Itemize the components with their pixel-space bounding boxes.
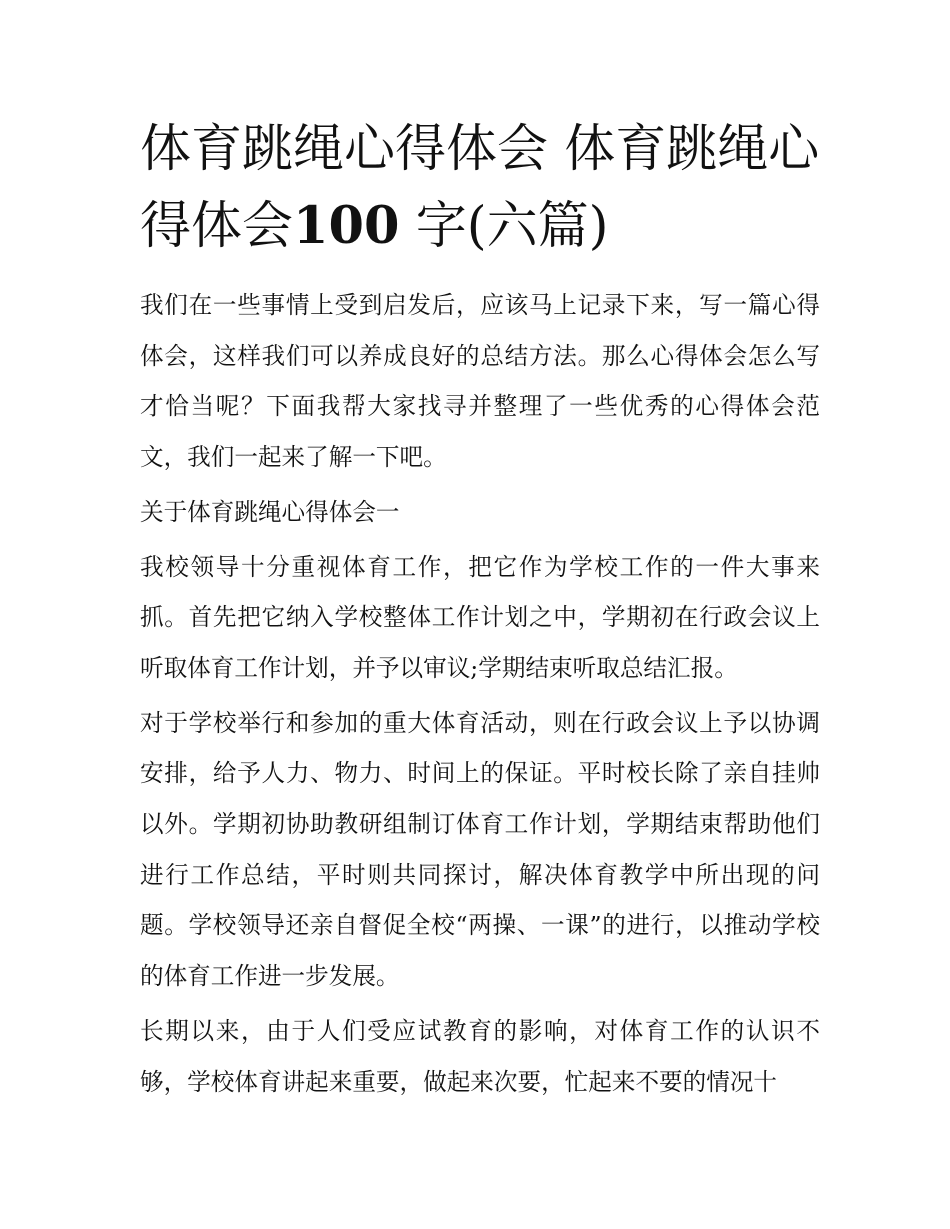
body-paragraph: 对于学校举行和参加的重大体育活动，则在行政会议上予以协调安排，给予人力、物力、时间上的保证。平时校长除了亲自挂帅以外。学期初协助教研组制订体育工作计划，学期结束帮助他们进行工作总结，平时则共同探讨，解决体育教学中所出现的问题。学校领导还亲自督促全校“两操、一课”的进行，以推动学校的体育工作进一步发展。 — [140, 708, 820, 991]
section-heading: 关于体育跳绳心得体会一 — [140, 497, 400, 526]
intro-paragraph: 我们在一些事情上受到启发后，应该马上记录下来，写一篇心得体会，这样我们可以养成良好的总结方法。那么心得体会怎么写才恰当呢？下面我帮大家找寻并整理了一些优秀的心得体会范文，我们一起来了解一下吧。 — [140, 291, 820, 472]
body-paragraph: 长期以来，由于人们受应试教育的影响，对体育工作的认识不够，学校体育讲起来重要，做起来次要，忙起来不要的情况十 — [140, 1016, 820, 1096]
document-body — [140, 280, 820, 1111]
body-paragraph: 我校领导十分重视体育工作，把它作为学校工作的一件大事来抓。首先把它纳入学校整体工作计划之中，学期初在行政会议上听取体育工作计划，并予以审议;学期结束听取总结汇报。 — [140, 552, 820, 682]
title-suffix: 字(六篇) — [399, 197, 609, 256]
document-title — [140, 112, 820, 265]
title-text: 体育跳绳心得体会 体育跳绳心得体会 — [140, 120, 820, 256]
title-number: 100 — [293, 196, 400, 256]
